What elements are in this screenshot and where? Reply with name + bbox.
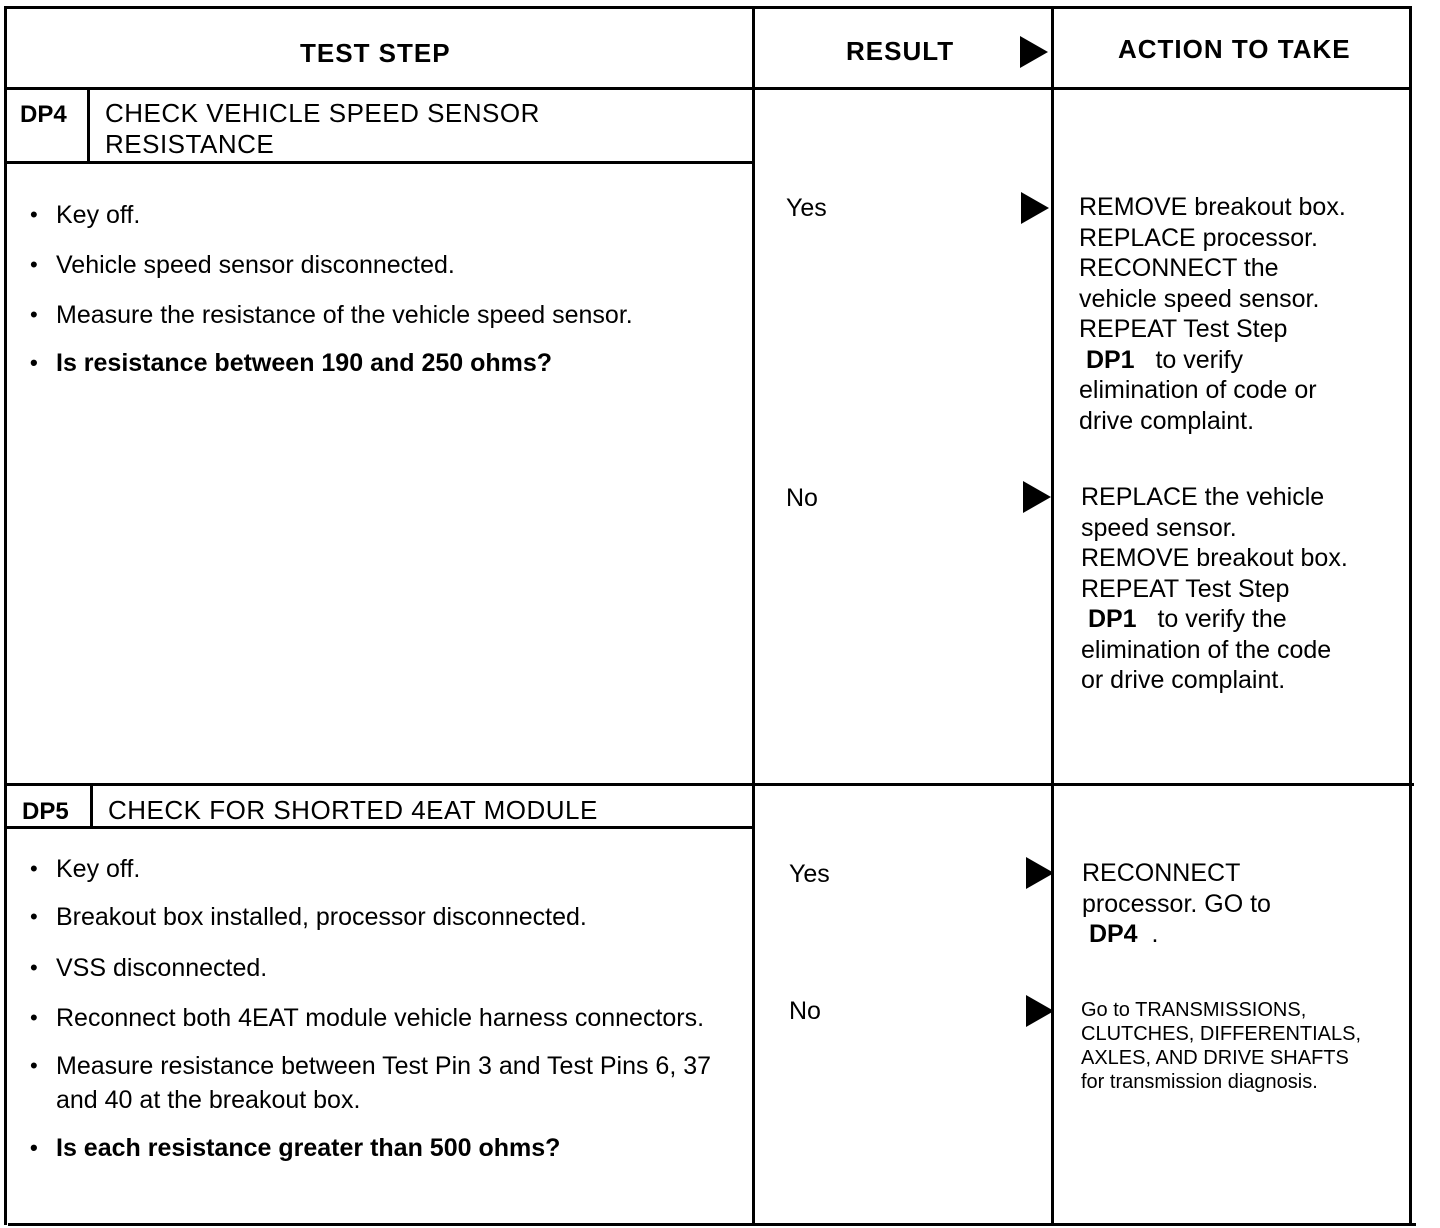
- dp4-step-question: • Is resistance between 190 and 250 ohms?: [28, 346, 668, 380]
- action-text: to verify: [1155, 345, 1243, 374]
- dp5-step: • Reconnect both 4EAT module vehicle harness connectors.: [28, 1001, 728, 1035]
- dp5-step-question: • Is each resistance greater than 500 ohms?: [28, 1131, 728, 1165]
- dp4-title-line1: CHECK VEHICLE SPEED SENSOR: [105, 98, 540, 128]
- dp5-title: CHECK FOR SHORTED 4EAT MODULE: [108, 795, 598, 825]
- dp4-reference: DP4: [1088, 920, 1138, 948]
- dp5-id: DP5: [22, 798, 69, 825]
- action-line: AXLES, AND DRIVE SHAFTS: [1081, 1047, 1349, 1069]
- dp5-step: • Breakout box installed, processor disconnected.: [28, 900, 728, 934]
- dp5-yes-arrow-icon: [1026, 857, 1054, 889]
- action-line: elimination of the code: [1081, 635, 1332, 664]
- action-line: CLUTCHES, DIFFERENTIALS,: [1081, 1023, 1362, 1045]
- action-line: REPEAT Test Step: [1079, 315, 1288, 343]
- dp5-no-action: [1081, 998, 1361, 1094]
- result-arrow-icon: [1020, 36, 1048, 68]
- action-line: Go to TRANSMISSIONS,: [1081, 999, 1307, 1021]
- dp5-yes-action: [1082, 858, 1271, 950]
- action-line: RECONNECT: [1082, 859, 1241, 887]
- action-line: REMOVE breakout box.: [1079, 193, 1346, 221]
- dp4-step: • Vehicle speed sensor disconnected.: [28, 248, 668, 282]
- header-action-to-take: ACTION TO TAKE: [1118, 34, 1351, 64]
- dp4-no-arrow-icon: [1023, 481, 1051, 513]
- dp4-yes-label: Yes: [786, 194, 827, 222]
- action-line: elimination of code or: [1079, 376, 1317, 404]
- dp4-no-action: [1081, 482, 1348, 696]
- action-line: REMOVE breakout box.: [1081, 544, 1348, 572]
- action-line: speed sensor.: [1081, 513, 1237, 542]
- action-line: processor. GO to: [1082, 889, 1271, 918]
- dp5-no-arrow-icon: [1026, 995, 1054, 1027]
- dp5-no-label: No: [789, 997, 821, 1025]
- action-line: vehicle speed sensor.: [1079, 284, 1320, 313]
- action-line: REPLACE the vehicle: [1081, 483, 1325, 511]
- action-line: [1081, 604, 1348, 635]
- dp4-yes-action: [1079, 192, 1346, 436]
- action-line: REPLACE processor.: [1079, 223, 1318, 252]
- header-test-step: TEST STEP: [300, 38, 451, 68]
- action-line: RECONNECT the: [1079, 254, 1279, 282]
- dp4-yes-arrow-icon: [1021, 192, 1049, 224]
- action-line: [1079, 345, 1346, 376]
- action-line: REPEAT Test Step: [1081, 574, 1290, 603]
- dp4-title-line2: RESISTANCE: [105, 129, 275, 159]
- dp4-title: [105, 98, 540, 160]
- dp1-reference: DP1: [1085, 345, 1135, 374]
- dp5-steps: [28, 852, 728, 1165]
- action-text: .: [1151, 920, 1159, 948]
- action-line: [1082, 919, 1271, 950]
- dp5-step: • Measure resistance between Test Pin 3 and Test Pins 6, 37 and 40 at the breakout box.: [28, 1049, 728, 1117]
- dp5-yes-label: Yes: [789, 860, 830, 888]
- action-line: or drive complaint.: [1081, 666, 1286, 694]
- action-text: to verify the: [1157, 605, 1287, 633]
- dp4-no-label: No: [786, 484, 818, 512]
- dp5-step: • Key off.: [28, 852, 728, 886]
- dp4-id: DP4: [20, 101, 67, 128]
- dp4-step: • Measure the resistance of the vehicle speed sensor.: [28, 298, 668, 332]
- header-result: RESULT: [846, 36, 955, 66]
- dp4-steps: [28, 198, 668, 380]
- action-line: drive complaint.: [1079, 406, 1255, 435]
- dp5-step: • VSS disconnected.: [28, 951, 728, 985]
- action-line: for transmission diagnosis.: [1081, 1071, 1318, 1093]
- dp4-step: • Key off.: [28, 198, 668, 232]
- dp1-reference: DP1: [1087, 605, 1137, 633]
